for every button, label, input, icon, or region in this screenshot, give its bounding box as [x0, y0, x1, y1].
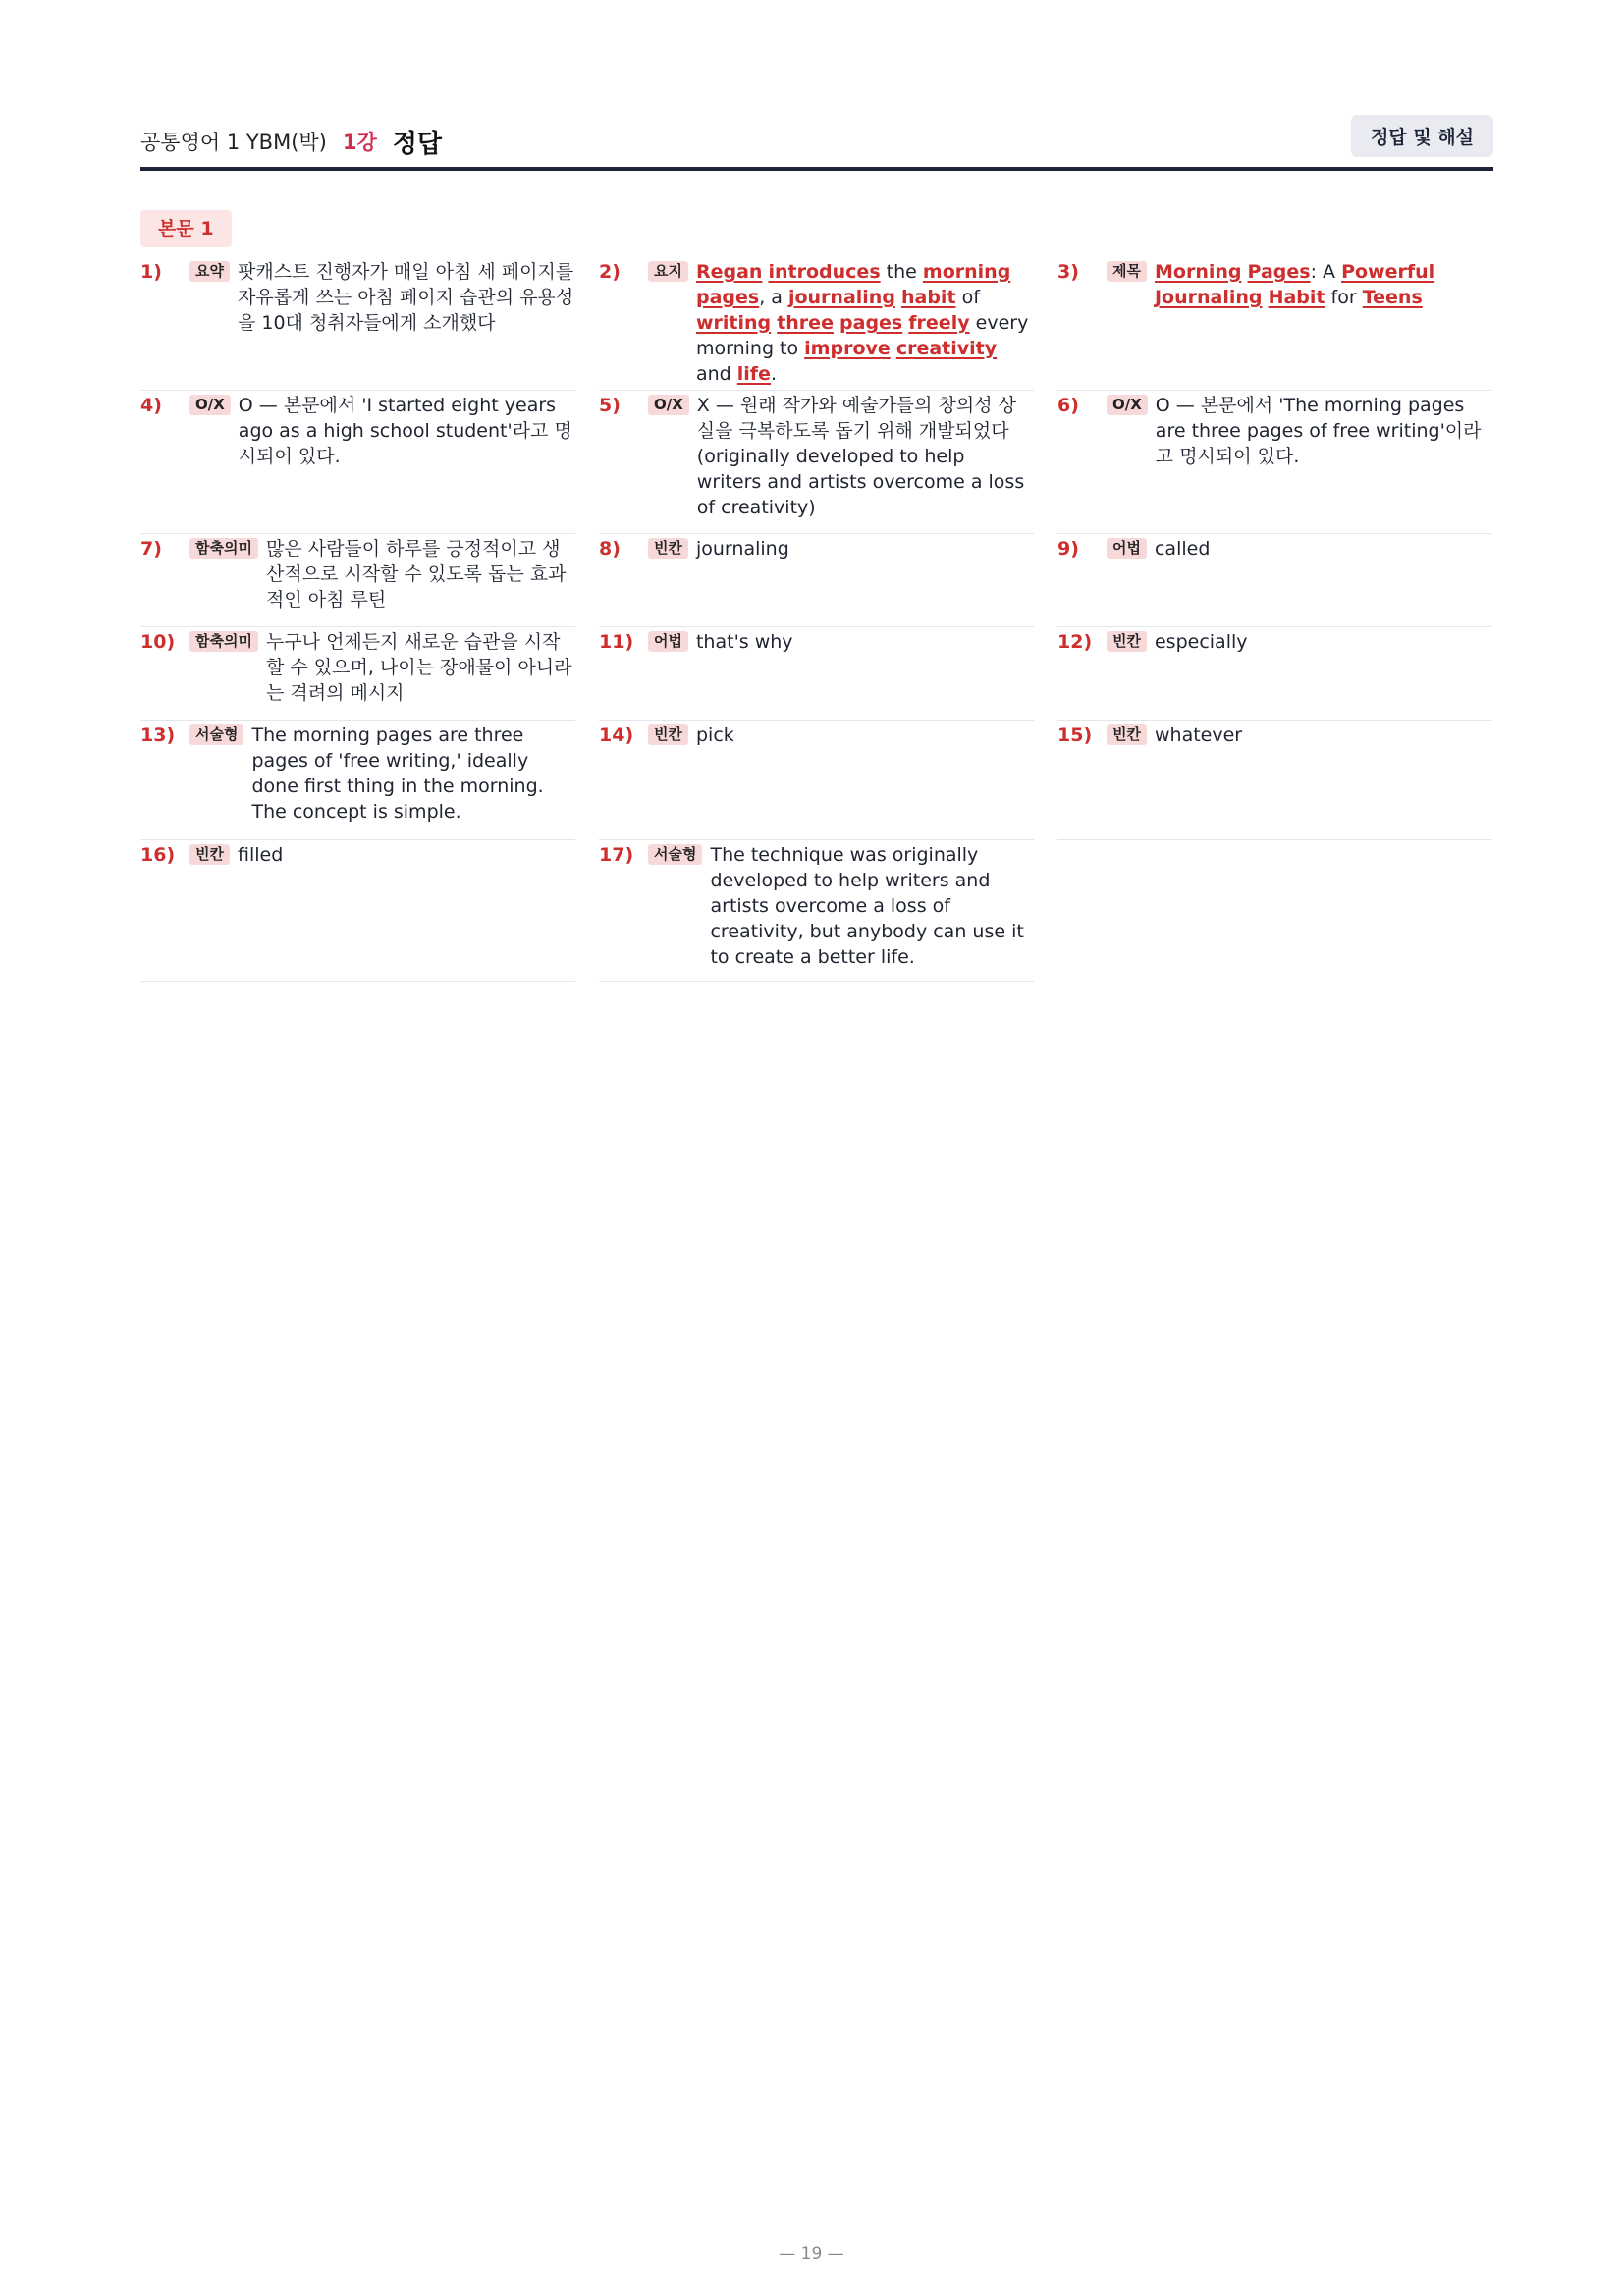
answer-text	[1155, 259, 1492, 310]
question-type-tag: 함축의미	[189, 538, 258, 559]
answer-item	[599, 534, 1034, 627]
answer-text: X — 원래 작가와 예술가들의 창의성 상실을 극복하도록 돕기 위해 개발되었다 (originally developed to help writers and artists overcome a loss of creativity)	[696, 395, 1025, 518]
answer-number: 14)	[599, 724, 634, 746]
answer-text: O — 본문에서 'I started eight years ago as a high school student'라고 명시되어 있다.	[238, 395, 572, 467]
answer-item	[140, 627, 575, 721]
page-header	[140, 116, 1493, 171]
keyword-highlight: journaling	[787, 287, 895, 308]
answer-text: 팟캐스트 진행자가 매일 아침 세 페이지를 자유롭게 쓰는 아침 페이지 습관의 유용성을 10대 청취자들에게 소개했다	[237, 261, 574, 334]
answer-item	[1057, 391, 1492, 534]
answer-text: called	[1154, 538, 1211, 560]
page-title: 정답	[392, 129, 443, 159]
section-label: 본문 1	[140, 210, 232, 247]
answer-item	[599, 391, 1034, 534]
answer-item	[1057, 534, 1492, 627]
answer-text: 많은 사람들이 하루를 긍정적이고 생산적으로 시작할 수 있도록 돕는 효과적인 아침 루틴	[265, 538, 567, 611]
question-type-tag: 요약	[189, 261, 230, 282]
answer-item	[599, 627, 1034, 721]
answer-item	[599, 721, 1034, 840]
answer-item	[599, 257, 1034, 391]
question-type-tag: 빈칸	[648, 724, 688, 745]
question-type-tag: O/X	[1107, 395, 1148, 415]
keyword-highlight: Morning	[1154, 261, 1242, 283]
question-type-tag: 어법	[648, 631, 688, 652]
answer-fragment: .	[770, 363, 778, 385]
question-type-tag: O/X	[648, 395, 689, 415]
question-type-tag: 서술형	[648, 844, 702, 865]
keyword-highlight: Teens	[1362, 287, 1423, 308]
answer-number: 12)	[1057, 631, 1093, 653]
keyword-highlight: Pages	[1247, 261, 1311, 283]
answer-number: 15)	[1057, 724, 1093, 746]
question-type-tag: 빈칸	[1107, 724, 1147, 745]
answer-number: 11)	[599, 631, 634, 653]
answer-number: 5)	[599, 395, 621, 416]
answer-item	[140, 391, 575, 534]
keyword-highlight: habit	[900, 287, 956, 308]
answer-fragment: , a	[759, 287, 788, 308]
answer-number: 6)	[1057, 395, 1079, 416]
keyword-highlight: Habit	[1268, 287, 1325, 308]
answer-number: 2)	[599, 261, 621, 283]
answer-number: 16)	[140, 844, 176, 866]
answer-item	[1057, 627, 1492, 721]
answer-fragment: every morning to	[695, 312, 1029, 359]
answer-number: 13)	[140, 724, 176, 746]
question-type-tag: 서술형	[189, 724, 243, 745]
answer-item	[140, 257, 575, 391]
answer-text: pick	[695, 724, 734, 746]
page-number: — 19 —	[779, 2244, 844, 2264]
answer-number: 4)	[140, 395, 162, 416]
answer-item	[1057, 721, 1492, 840]
answer-number: 8)	[599, 538, 621, 560]
answer-item	[140, 840, 575, 982]
answer-text: that's why	[695, 631, 793, 653]
keyword-highlight: life	[736, 363, 771, 385]
answer-number: 17)	[599, 844, 634, 866]
answer-badge: 정답 및 해설	[1351, 115, 1493, 157]
answer-fragment: of	[955, 287, 980, 308]
question-type-tag: 어법	[1107, 538, 1147, 559]
keyword-highlight: Regan	[695, 261, 763, 283]
answer-text: The morning pages are three pages of 'free writing,' ideally done first thing in the morning. The concept is simple.	[251, 724, 544, 823]
question-type-tag: 요지	[648, 261, 688, 282]
question-type-tag: 제목	[1107, 261, 1147, 282]
answer-text: The technique was originally developed to help writers and artists overcome a loss of creativity, but anybody can use it to create a better life.	[710, 844, 1024, 968]
question-type-tag: 빈칸	[1107, 631, 1147, 652]
question-type-tag: 빈칸	[189, 844, 230, 865]
keyword-highlight: morning	[922, 261, 1011, 283]
answer-item	[599, 840, 1034, 982]
answer-item	[140, 721, 575, 840]
answer-text: filled	[237, 844, 284, 866]
keyword-highlight: Powerful	[1341, 261, 1435, 283]
answer-text: especially	[1154, 631, 1248, 653]
keyword-highlight: pages	[695, 287, 760, 308]
answer-text	[696, 259, 1034, 387]
keyword-highlight: three	[777, 312, 834, 334]
answer-number: 7)	[140, 538, 162, 560]
keyword-highlight: improve	[804, 338, 891, 359]
answer-text: whatever	[1154, 724, 1243, 746]
answer-item	[1057, 257, 1492, 391]
keyword-highlight: pages	[839, 312, 903, 334]
answer-item	[140, 534, 575, 627]
keyword-highlight: creativity	[895, 338, 998, 359]
lesson-number: 1강	[342, 131, 377, 154]
answer-fragment: and	[695, 363, 737, 385]
answer-fragment: the	[880, 261, 923, 283]
answer-text: O — 본문에서 'The morning pages are three pages of free writing'이라고 명시되어 있다.	[1155, 395, 1482, 467]
question-type-tag: 빈칸	[648, 538, 688, 559]
subject-title: 공통영어 1 YBM(박)	[140, 131, 327, 154]
answer-fragment: for	[1325, 287, 1363, 308]
keyword-highlight: Journaling	[1154, 287, 1263, 308]
answer-number: 1)	[140, 261, 162, 283]
answer-text: 누구나 언제든지 새로운 습관을 시작할 수 있으며, 나이는 장애물이 아니라는 격려의 메시지	[265, 631, 572, 704]
answer-text: journaling	[695, 538, 789, 560]
question-type-tag: O/X	[189, 395, 231, 415]
answer-number: 9)	[1057, 538, 1079, 560]
keyword-highlight: writing	[695, 312, 772, 334]
answer-grid	[140, 257, 1493, 982]
answer-fragment: : A	[1310, 261, 1342, 283]
keyword-highlight: introduces	[768, 261, 881, 283]
answer-number: 10)	[140, 631, 176, 653]
keyword-highlight: freely	[908, 312, 970, 334]
answer-number: 3)	[1057, 261, 1079, 283]
question-type-tag: 함축의미	[189, 631, 258, 652]
